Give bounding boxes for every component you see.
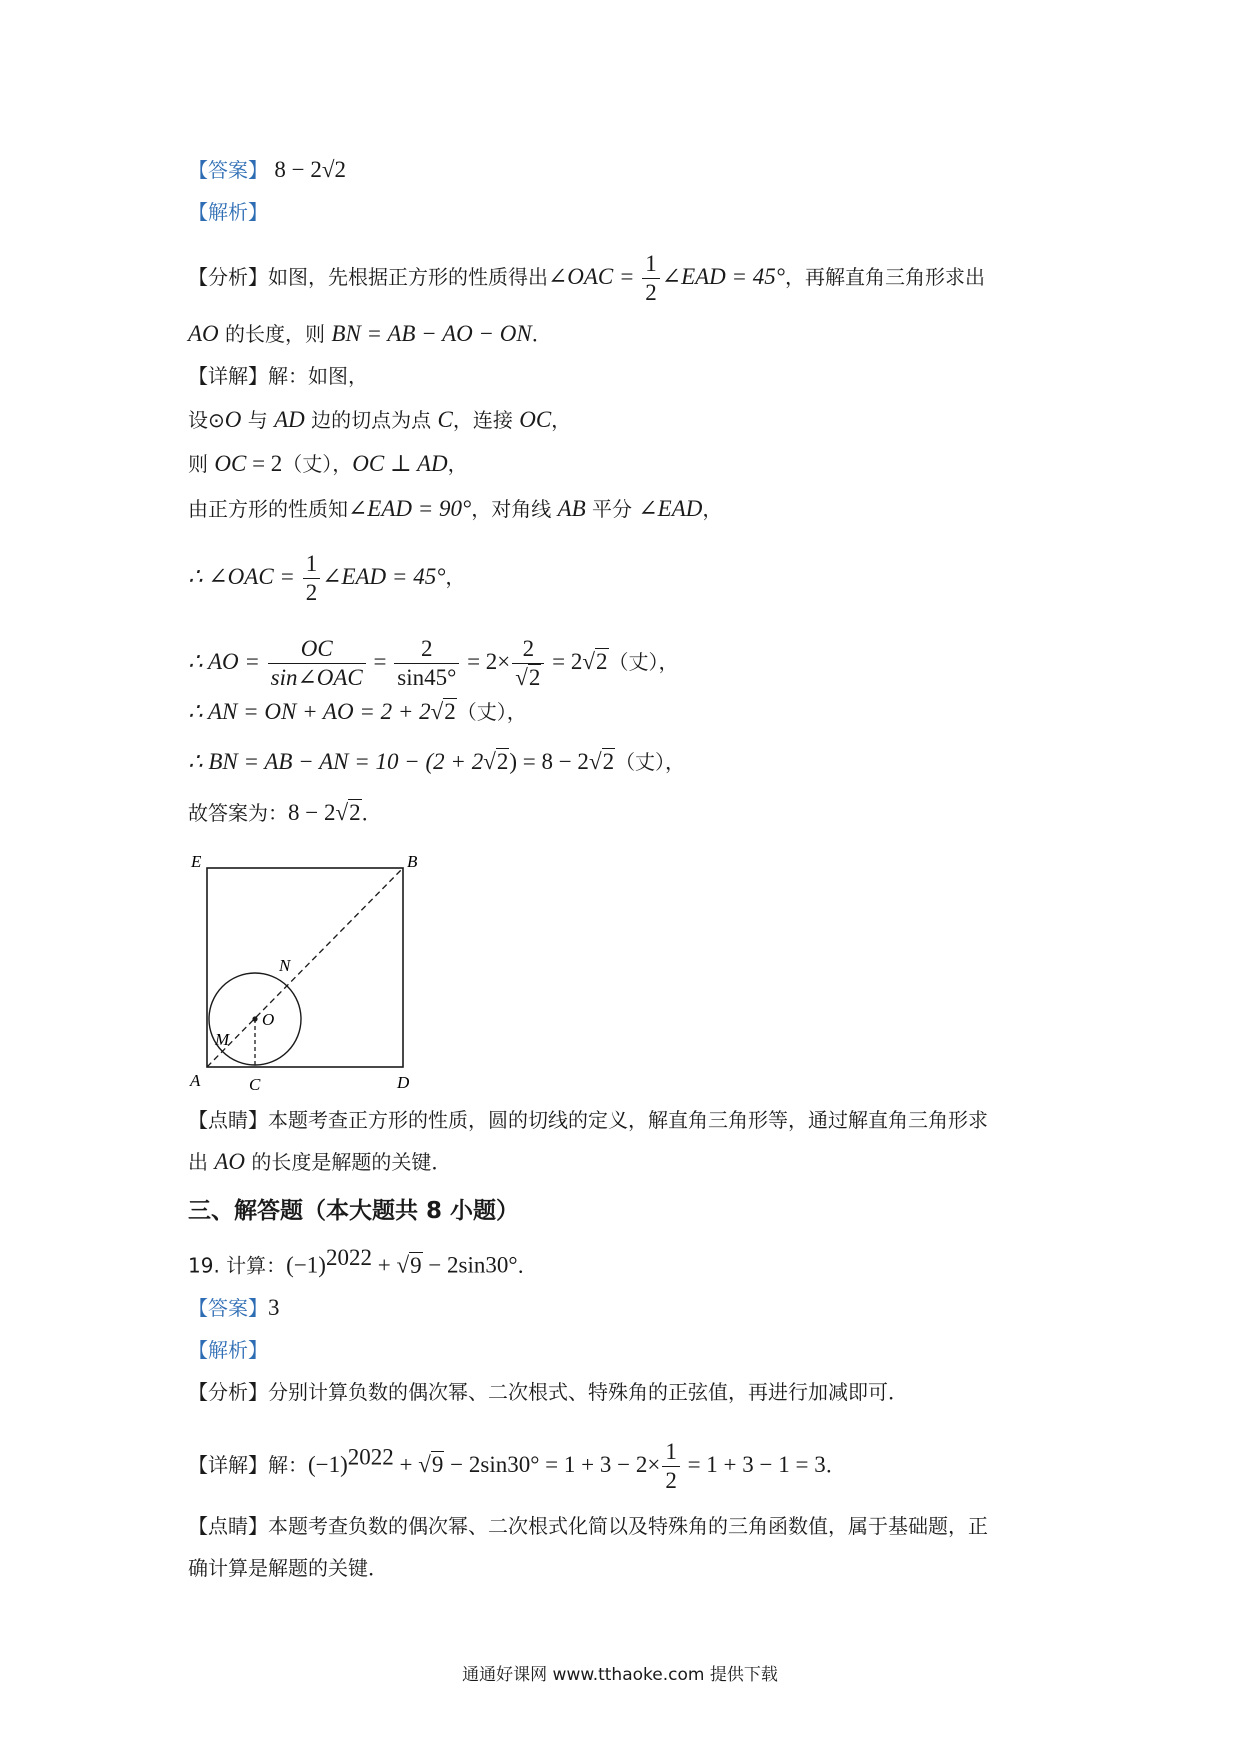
detail-line-5 — [188, 550, 465, 607]
d4e: 平分 — [585, 497, 639, 521]
d19den: 2 — [665, 1468, 677, 1493]
q19-end: ． — [517, 1253, 538, 1278]
comment-tag: 【点睛】 — [188, 1108, 268, 1132]
d4a: 由正方形的性质知 — [188, 497, 348, 521]
detail-19-line: 【详解】解：$(-1)^{2022} + √9 - 2\sin 30^\circ = 1 + 3 - 2\times$ $\frac{1}{2}$ = 1 + 3 − 1 = 3． — [188, 1439, 846, 1493]
detail-line-6: ∴ AO = $\frac{OC}{\text{sin∠OAC}}$ = $\frac{2}{\sin 45^\circ}$ = 2× $\frac{2}{√2}$ = 2√2（丈）， — [188, 636, 679, 690]
detail-text-1: 解：如图， — [268, 364, 368, 388]
label-n: N — [279, 956, 291, 975]
d5a: ∴ ∠OAC = — [188, 564, 301, 589]
frac-denominator: 2 — [645, 280, 657, 305]
comment-19-line-1 — [188, 1514, 988, 1538]
d5b: ∠EAD = 45° — [322, 564, 446, 589]
question-19: 19. 计算：$(-1)^{2022} + √9 - 2\sin 30^\circ$． — [188, 1245, 538, 1278]
d6r: 2 — [596, 649, 608, 674]
d19f: ． — [825, 1453, 846, 1477]
d6eq: = — [367, 649, 393, 674]
analysis-19-text: 分别计算负数的偶次幂、二次根式、特殊角的正弦值，再进行加减即可． — [268, 1380, 908, 1404]
d8r2: 2 — [602, 749, 615, 774]
answer-value: 8 − 2√2 — [274, 157, 346, 182]
d9b: 8 − 2 — [288, 800, 336, 825]
d6a: ∴ AO = — [188, 649, 266, 674]
d5c: ， — [445, 565, 466, 589]
d4g: ， — [702, 497, 723, 521]
d4b: ∠EAD = 90° — [348, 496, 472, 521]
fraction-2-sin45 — [394, 635, 459, 692]
label-d: D — [397, 1073, 410, 1092]
formula-ead: ∠EAD = 45° — [661, 264, 785, 289]
comment-line-2 — [188, 1150, 451, 1174]
label-o: O — [262, 1010, 275, 1029]
d6n1: OC — [268, 635, 366, 664]
analysis-line-1 — [188, 250, 985, 307]
d2c: 与 — [241, 408, 275, 432]
answer-line — [188, 158, 346, 182]
analysis-heading — [188, 200, 268, 224]
d19c: + — [393, 1452, 419, 1477]
d7e: （丈）， — [456, 700, 527, 724]
fraction-oc — [268, 635, 366, 692]
d8e: （丈）， — [615, 750, 686, 774]
answer-19-value: 3 — [268, 1295, 280, 1320]
fraction-2-sqrt2: $\frac{2}{√2}$ — [512, 635, 544, 692]
d3b: OC — [214, 451, 247, 476]
comment-19-text-1: 本题考查负数的偶次幂、二次根式化简以及特殊角的三角函数值，属于基础题，正 — [268, 1514, 988, 1538]
analysis-text-3: 的长度，则 — [218, 322, 332, 346]
comment-19-tag: 【点睛】 — [188, 1514, 268, 1538]
label-c: C — [249, 1075, 261, 1094]
comment-19-text-2: 确计算是解题的关键． — [188, 1556, 388, 1580]
d3c: = 2 — [246, 451, 283, 476]
d7r: 2 — [444, 699, 456, 724]
d19sup: 2022 — [347, 1444, 394, 1470]
d4f: ∠EAD — [638, 496, 703, 521]
detail-line-7: ∴ AN = ON + AO = 2 + 2√2（丈）， — [188, 699, 527, 724]
c2c: 的长度是解题的关键． — [245, 1150, 452, 1174]
d6d1: sin∠OAC — [270, 665, 363, 690]
ao-symbol: AO — [188, 321, 219, 346]
detail-line-8: ∴ BN = AB − AN = 10 − (2 + 2√2) = 8 − 2√2（丈）， — [188, 749, 686, 774]
d2d: AD — [274, 407, 305, 432]
frac-numerator: 1 — [642, 250, 660, 279]
analysis-tag: 【解析】 — [188, 200, 268, 224]
d2h: OC — [519, 407, 552, 432]
fraction-half — [642, 250, 660, 307]
d19rad: 9 — [431, 1452, 444, 1477]
d6n3: 2 — [512, 635, 544, 664]
d2e: 边的切点为点 — [304, 408, 438, 432]
label-m: M — [215, 1030, 230, 1049]
analysis-19-line — [188, 1380, 908, 1404]
d7a: ∴ AN = ON + AO = 2 + 2 — [188, 699, 431, 724]
q19-plus: + — [371, 1252, 397, 1278]
analysis-text-2: ，再解直角三角形求出 — [785, 265, 985, 289]
q19-rad: 9 — [410, 1252, 422, 1278]
detail-line-2 — [188, 408, 571, 432]
detail-line-4 — [188, 497, 722, 521]
d5d: 2 — [305, 580, 318, 605]
comment-text-1: 本题考查正方形的性质，圆的切线的定义，解直角三角形等，通过解直角三角形求 — [268, 1108, 988, 1132]
analysis-text-1: 如图，先根据正方形的性质得出 — [268, 265, 548, 289]
d6d2: sin45° — [397, 665, 457, 690]
analysis-19-tag: 【解析】 — [188, 1338, 268, 1362]
q19-base: (−1) — [286, 1252, 326, 1278]
d2a: 设⊙ — [188, 408, 225, 432]
d3f: ， — [447, 452, 468, 476]
d8a: ∴ BN = AB − AN = 10 − (2 + 2 — [188, 749, 484, 774]
d5n: 1 — [303, 550, 321, 579]
d3a: 则 — [188, 452, 215, 476]
center-point-o — [252, 1016, 257, 1021]
page-footer: 通通好课网 www.tthaoke.com 提供下载 — [462, 1665, 778, 1685]
d19d: − 2sin30° = 1 + 3 − 2× — [444, 1452, 661, 1477]
analysis-19-heading — [188, 1338, 268, 1362]
d4d: AB — [557, 496, 586, 521]
c2a: 出 — [188, 1150, 215, 1174]
q19-exp: 2022 — [325, 1245, 372, 1270]
d19b: (−1) — [308, 1452, 348, 1477]
comment-19-line-2 — [188, 1556, 388, 1580]
answer-19-line — [188, 1296, 280, 1320]
d19n: 1 — [662, 1438, 680, 1467]
detail-19-tag: 【详解】 — [188, 1453, 268, 1477]
d6n2: 2 — [394, 635, 459, 664]
q19-sin: − 2sin30° — [422, 1252, 518, 1278]
d9c: ． — [361, 801, 382, 825]
d2f: C — [437, 407, 453, 432]
formula-bn: BN = AB − AO − ON — [331, 321, 532, 346]
d6d3: 2 — [528, 665, 541, 690]
section-heading: 三、解答题（本大题共 8 小题） — [188, 1198, 520, 1224]
q19-number: 19. 计算： — [188, 1253, 287, 1278]
label-b: B — [407, 852, 418, 871]
d6e: （丈）， — [608, 650, 679, 674]
formula-oac: ∠OAC = — [548, 264, 641, 289]
d9r: 2 — [349, 800, 361, 825]
d2g: ，连接 — [452, 408, 520, 432]
analysis-line-2 — [188, 322, 552, 346]
answer-19-tag: 【答案】 — [188, 1296, 268, 1320]
d6c: = 2 — [546, 649, 583, 674]
fraction-half-2 — [303, 550, 321, 607]
d9a: 故答案为： — [188, 801, 288, 825]
geometry-figure — [185, 850, 445, 1095]
d19e: = 1 + 3 − 1 = 3 — [681, 1452, 826, 1477]
analysis-tag-18: 【分析】 — [188, 265, 268, 289]
detail-line-1 — [188, 364, 368, 388]
analysis-19-sub-tag: 【分析】 — [188, 1380, 268, 1404]
d2i: ， — [551, 408, 572, 432]
label-a: A — [190, 1071, 201, 1090]
d2b: O — [224, 407, 242, 432]
comment-line-1 — [188, 1108, 988, 1132]
d19a: 解： — [268, 1453, 308, 1477]
d8b: ) = 8 − 2 — [509, 749, 589, 774]
d6b: = 2× — [461, 649, 511, 674]
d8r: 2 — [496, 749, 509, 774]
d3d: （丈）， — [282, 452, 353, 476]
answer-tag: 【答案】 — [188, 158, 268, 182]
d3e: OC ⊥ AD — [352, 451, 448, 476]
label-e: E — [191, 852, 202, 871]
d4c: ，对角线 — [471, 497, 558, 521]
detail-line-3 — [188, 452, 468, 476]
period: ． — [531, 322, 552, 346]
detail-tag: 【详解】 — [188, 364, 268, 388]
diagonal-ab — [207, 868, 403, 1067]
c2b: AO — [214, 1149, 246, 1174]
detail-line-9: 故答案为：8 − 2√2． — [188, 800, 382, 825]
fraction-half-3 — [662, 1438, 680, 1495]
